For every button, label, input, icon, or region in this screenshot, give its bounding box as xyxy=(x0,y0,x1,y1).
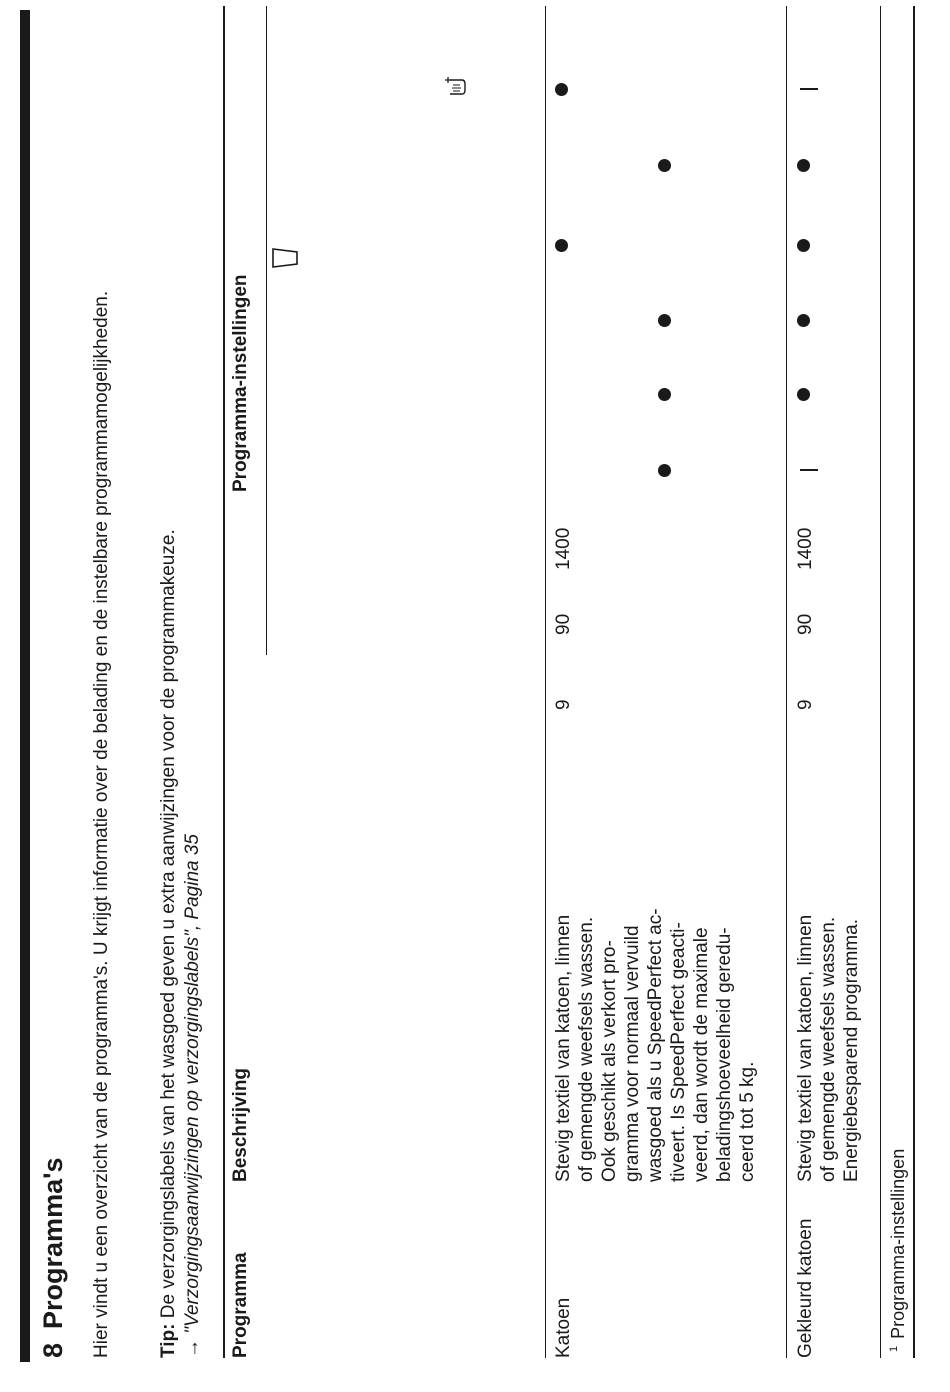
row-katoen-beschrijving xyxy=(552,908,759,1182)
tip-label: Tip: xyxy=(158,1323,179,1358)
setting-dot xyxy=(797,239,810,252)
row-gekleurd-beschrijving xyxy=(794,915,863,1182)
setting-dot xyxy=(797,314,810,327)
setting-dot xyxy=(797,388,810,401)
row-katoen-programma: Katoen xyxy=(553,1297,574,1358)
tip-text: De verzorgingslabels van het wasgoed geven u extra aanwijzingen voor de programmakeuze. xyxy=(158,529,179,1324)
description-line: ceerd tot 5 kg. xyxy=(737,1061,758,1182)
description-line: Stevig textiel van katoen, linnen xyxy=(795,914,816,1182)
tip-paragraph xyxy=(157,58,205,1358)
row-gekleurd-temp: 90 xyxy=(795,613,816,635)
description-line: of gemengde weefsels wassen. xyxy=(576,916,597,1182)
section-number: 8 xyxy=(38,1342,68,1358)
description-line: gramma voor normaal vervuild xyxy=(622,925,643,1182)
description-line: Stevig textiel van katoen, linnen xyxy=(553,914,574,1182)
setting-dot xyxy=(658,388,671,401)
heading-rule xyxy=(20,10,30,1362)
arrow-icon: → xyxy=(182,1333,203,1358)
description-line: veerd, dan wordt de maximale xyxy=(691,927,712,1182)
row-gekleurd-programma: Gekleurd katoen xyxy=(795,1218,816,1358)
footnote-text: Programma-instellingen xyxy=(888,1148,908,1339)
description-line: Ook geschikt als verkort pro- xyxy=(599,940,620,1182)
col-header-instellingen: Programma-instellingen xyxy=(230,274,251,492)
row-katoen-temp: 90 xyxy=(553,613,574,635)
setting-dot xyxy=(797,159,810,172)
tip-page: , Pagina 35 xyxy=(182,834,203,931)
section-title-text: Programma's xyxy=(38,1157,68,1329)
section-title xyxy=(38,1157,69,1358)
row-katoen-spin: 1400 xyxy=(553,527,574,570)
drum-icon xyxy=(270,246,300,270)
row-gekleurd-spin: 1400 xyxy=(795,527,816,570)
setting-dot xyxy=(658,464,671,477)
instellingen-rule xyxy=(266,6,267,655)
description-line: of gemengde weefsels wassen. xyxy=(818,916,839,1182)
tip-link[interactable]: "Verzorgingsaanwijzingen op verzorgingslabels" xyxy=(182,930,203,1334)
footnote-mark: 1 xyxy=(888,1345,900,1352)
description-line: wasgoed als u SpeedPerfect ac- xyxy=(645,908,666,1182)
footnote-rule xyxy=(913,6,915,1358)
row-divider xyxy=(545,6,546,1358)
table-bottom-rule xyxy=(880,6,881,1358)
setting-dash xyxy=(800,88,818,90)
setting-dot xyxy=(658,159,671,172)
setting-dot xyxy=(658,314,671,327)
table-top-rule xyxy=(223,6,225,1358)
description-line: tiveert. Is SpeedPerfect geacti- xyxy=(668,922,689,1182)
description-line: Energiebesparend programma. xyxy=(841,919,862,1182)
setting-dot xyxy=(555,83,568,96)
row-katoen-load: 9 xyxy=(553,699,574,710)
setting-dot xyxy=(555,239,568,252)
intro-paragraph: Hier vindt u een overzicht van de programma's. U krijgt informatie over de belading en de instelbare programmamogelijkheden. xyxy=(91,290,112,1358)
footnote xyxy=(888,1149,909,1352)
row-divider xyxy=(786,6,787,1358)
col-header-programma: Programma xyxy=(230,1252,251,1358)
col-header-beschrijving: Beschrijving xyxy=(230,1067,251,1182)
row-gekleurd-load: 9 xyxy=(795,699,816,710)
rinse-plus-icon xyxy=(442,75,468,97)
setting-dash xyxy=(800,469,818,471)
description-line: beladingshoeveelheid geredu- xyxy=(714,927,735,1182)
